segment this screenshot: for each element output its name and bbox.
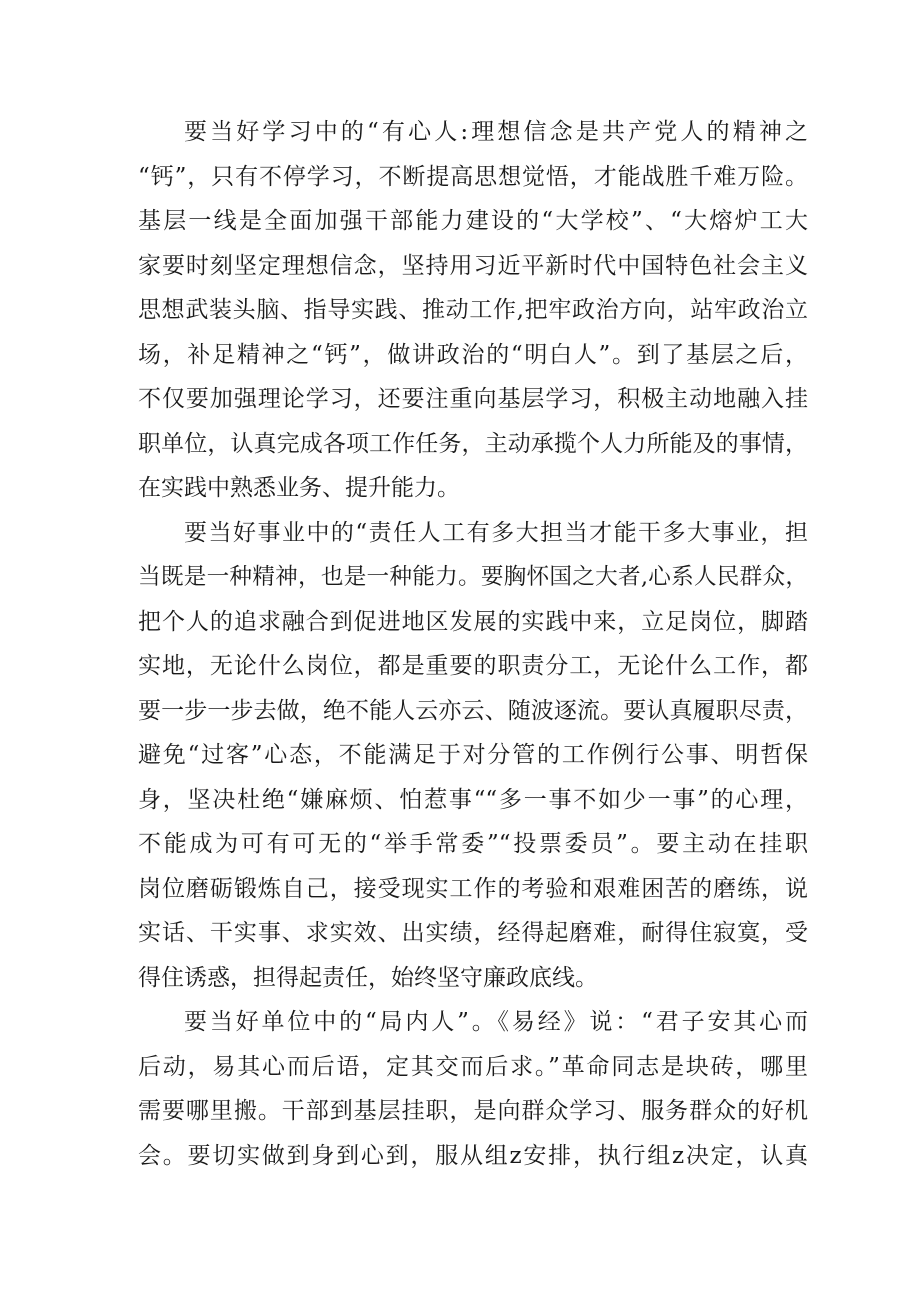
text-line: 得住诱惑，担得起责任，始终坚守廉政底线。 — [138, 964, 598, 991]
text-line: 岗位磨砺锻炼自己，接受现实工作的考验和艰难困苦的磨练，说 — [138, 875, 808, 902]
text-line: “钙”，只有不停学习，不断提高思想觉悟，才能战胜千难万险。 — [138, 163, 808, 190]
text-line: 在实践中熟悉业务、提升能力。 — [138, 475, 460, 501]
text-line: 实话、干实事、求实效、出实绩，经得起磨难，耐得住寂寞，受 — [138, 920, 808, 946]
text-line: 要一步一步去做，绝不能人云亦云、随波逐流。要认真履职尽责， — [138, 697, 808, 724]
text-line: 当既是一种精神，也是一种能力。要胸怀国之大者,心系人民群众， — [138, 564, 808, 590]
paragraph-1 — [138, 110, 808, 511]
text-line: 要当好单位中的“局内人”。《易经》说：“君子安其心而 — [184, 1009, 808, 1035]
text-line: 思想武装头脑、指导实践、推动工作,把牢政治方向，站牢政治立 — [138, 297, 808, 323]
text-line: 要当好学习中的“有心人:理想信念是共产党人的精神之 — [184, 119, 808, 145]
text-line: 后动，易其心而后语，定其交而后求。”革命同志是块砖，哪里 — [138, 1053, 808, 1080]
text-line: 要当好事业中的“责任人工有多大担当才能干多大事业，担 — [184, 519, 808, 546]
text-line: 会。要切实做到身到心到，服从组z安排，执行组z决定，认真 — [138, 1142, 808, 1169]
text-line: 实地，无论什么岗位，都是重要的职责分工，无论什么工作，都 — [138, 653, 808, 679]
paragraph-3 — [138, 1000, 808, 1178]
text-line: 基层一线是全面加强干部能力建设的“大学校”、“大熔炉工大 — [138, 208, 808, 234]
text-line: 家要时刻坚定理想信念，坚持用习近平新时代中国特色社会主义 — [138, 252, 808, 279]
text-line: 需要哪里搬。干部到基层挂职，是向群众学习、服务群众的好机 — [138, 1098, 808, 1124]
text-line: 不能成为可有可无的“举手常委”“投票委员”。要主动在挂职 — [138, 831, 808, 857]
document-body — [138, 110, 808, 1178]
text-line: 场，补足精神之“钙”，做讲政治的“明白人”。到了基层之后， — [138, 341, 808, 368]
text-line: 不仅要加强理论学习，还要注重向基层学习，积极主动地融入挂 — [138, 386, 808, 412]
text-line: 职单位，认真完成各项工作任务，主动承揽个人力所能及的事情， — [138, 430, 808, 457]
paragraph-2 — [138, 511, 808, 1001]
text-line: 避免“过客”心态，不能满足于对分管的工作例行公事、明哲保 — [138, 742, 808, 768]
text-line: 身，坚决杜绝“嫌麻烦、怕惹事““多一事不如少一事”的心理， — [138, 786, 808, 813]
text-line: 把个人的追求融合到促进地区发展的实践中来，立足岗位，脚踏 — [138, 608, 808, 635]
